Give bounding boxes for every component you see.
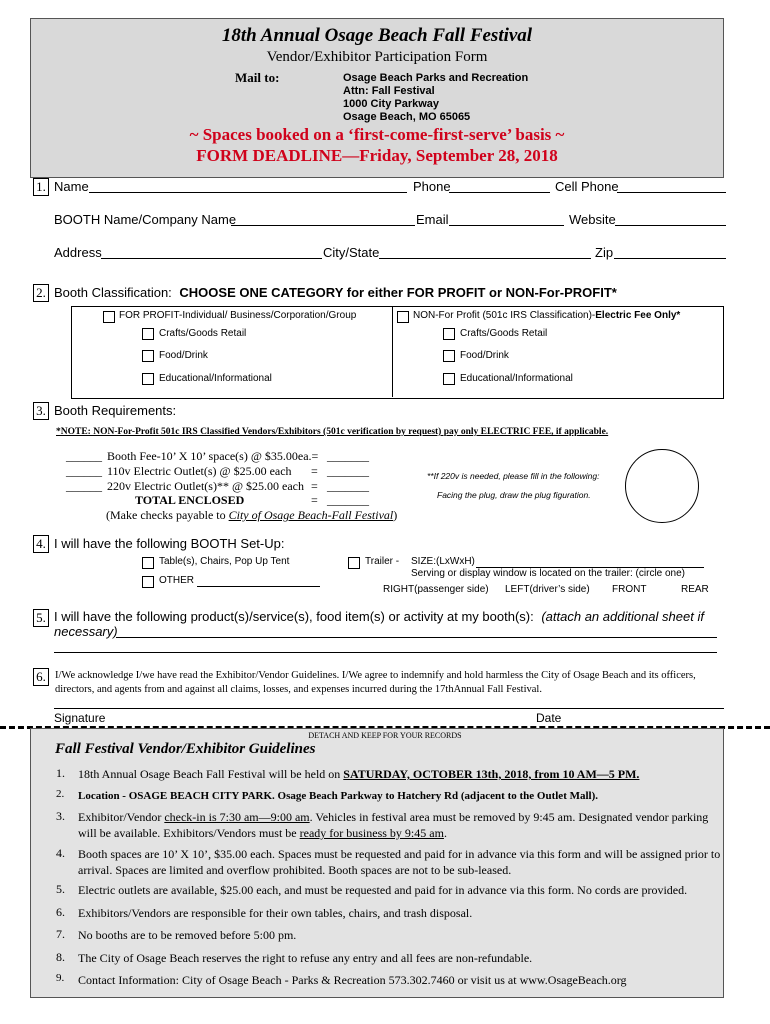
guideline-number: 4. xyxy=(56,846,65,860)
fp-educational-checkbox[interactable] xyxy=(142,373,154,385)
mail-address-line: Osage Beach Parks and Recreation xyxy=(343,72,529,84)
tables-checkbox[interactable] xyxy=(142,557,154,569)
mail-address-line: Attn: Fall Festival xyxy=(343,85,435,97)
signature-line[interactable] xyxy=(54,708,724,709)
booth-requirements-label: Booth Requirements: xyxy=(54,403,177,418)
electric-110-result[interactable]: _______ xyxy=(327,464,369,478)
address-field[interactable] xyxy=(101,258,322,259)
phone-field[interactable] xyxy=(449,192,550,193)
trailer-checkbox[interactable] xyxy=(348,557,360,569)
guideline-3-pre: Exhibitor/Vendor xyxy=(78,810,165,824)
guideline-3-mid: . Vehicles in festival area must be removed by 9:45 am. Designated vendor parking will be available. Exhibitors/Vendors must be xyxy=(78,810,709,840)
guideline-7: No booths are to be removed before 5:00 pm. xyxy=(78,928,297,942)
trailer-size-label: SIZE:(LxWxH) xyxy=(411,556,475,567)
serving-window-note: Serving or display window is located on the trailer: (circle one) xyxy=(411,568,686,579)
non-profit-text: NON-For Profit (501c IRS Classification)- xyxy=(413,310,596,321)
np-food-checkbox[interactable] xyxy=(443,350,455,362)
section-6-number: 6. xyxy=(33,668,49,686)
checkin-time: check-in is 7:30 am—9:00 am xyxy=(164,810,310,824)
guideline-4: Booth spaces are 10’ X 10’, $35.00 each. Spaces must be requested and paid for in advance via this form and will be assigned prior to arrival. Spaces are limited and overflow prohibited. Booth spaces are not to be sub-leased. xyxy=(78,847,721,877)
products-field-line-2[interactable] xyxy=(54,652,717,653)
tables-label: Table(s), Chairs, Pop Up Tent xyxy=(159,556,290,567)
guideline-2: Location - OSAGE BEACH CITY PARK. Osage Beach Parkway to Hatchery Rd (adjacent to the Outlet Mall). xyxy=(78,790,599,802)
other-label: OTHER xyxy=(159,575,194,586)
note-220v: **If 220v is needed, please fill in the following: xyxy=(427,471,600,481)
form-deadline: FORM DEADLINE—Friday, September 28, 2018 xyxy=(196,146,558,165)
section-4-number: 4. xyxy=(33,535,49,553)
festival-date: SATURDAY, OCTOBER 13th, 2018, from 10 AM—5 PM. xyxy=(343,767,640,781)
other-field[interactable] xyxy=(197,586,320,587)
guidelines-title: Fall Festival Vendor/Exhibitor Guidelines xyxy=(55,741,316,757)
guideline-number: 5. xyxy=(56,882,65,896)
attach-note: (attach an additional sheet if necessary) xyxy=(54,609,704,639)
classification-title: Booth Classification: xyxy=(54,285,172,300)
fp-food-checkbox[interactable] xyxy=(142,350,154,362)
nonprofit-note: *NOTE: NON-For-Profit 501c IRS Classified Vendors/Exhibitors (501c verification by request) pay only ELECTRIC FEE, if applicable. xyxy=(56,427,609,437)
payable-suffix: ) xyxy=(393,508,398,522)
fp-crafts-checkbox[interactable] xyxy=(142,328,154,340)
guideline-1-pre: 18th Annual Osage Beach Fall Festival will be held on xyxy=(78,767,344,781)
guideline-number: 3. xyxy=(56,809,65,823)
email-field[interactable] xyxy=(449,225,564,226)
position-front[interactable]: FRONT xyxy=(612,584,647,595)
for-profit-label: FOR PROFIT-Individual/ Business/Corporation/Group xyxy=(119,310,357,321)
trailer-label: Trailer - xyxy=(365,556,400,567)
guideline-number: 9. xyxy=(56,972,65,984)
electric-220-result[interactable]: _______ xyxy=(327,479,369,493)
guideline-9: Contact Information: City of Osage Beach - Parks & Recreation 573.302.7460 or visit us at www.OsageBeach.org xyxy=(78,973,627,987)
guideline-1 xyxy=(78,766,723,782)
spaces-notice: ~ Spaces booked on a ‘first-come-first-serve’ basis ~ xyxy=(189,125,565,144)
products-text: I will have the following product(s)/service(s), food item(s) or activity at my booth(s): xyxy=(54,609,534,624)
signature-label: Signature xyxy=(54,711,106,725)
cell-phone-field[interactable] xyxy=(617,192,726,193)
zip-field[interactable] xyxy=(614,258,726,259)
website-field[interactable] xyxy=(615,225,726,226)
electric-220-text: 220v Electric Outlet(s)** @ $25.00 each xyxy=(107,479,304,493)
classification-instruction: CHOOSE ONE CATEGORY for either FOR PROFIT or NON-For-PROFIT* xyxy=(179,285,617,300)
position-left[interactable]: LEFT(driver’s side) xyxy=(505,584,590,595)
plug-drawing-circle[interactable] xyxy=(625,449,699,523)
booth-name-field[interactable] xyxy=(231,225,415,226)
guideline-number: 2. xyxy=(56,788,65,800)
city-state-label: City/State xyxy=(323,245,380,260)
electric-fee-only: Electric Fee Only* xyxy=(595,310,681,321)
np-crafts-checkbox[interactable] xyxy=(443,328,455,340)
booth-fee-text: Booth Fee-10’ X 10’ space(s) @ $35.00ea.= xyxy=(107,449,319,463)
total-enclosed-label: TOTAL ENCLOSED xyxy=(135,493,245,507)
booth-fee-result[interactable]: _______ xyxy=(327,449,369,463)
guideline-3 xyxy=(78,809,723,841)
guideline-number: 1. xyxy=(56,766,65,780)
payable-to: City of Osage Beach-Fall Festival xyxy=(228,508,394,522)
products-field-line-1[interactable] xyxy=(116,637,717,638)
section-1-number: 1. xyxy=(33,178,49,196)
mail-address-line: Osage Beach, MO 65065 xyxy=(343,111,471,123)
name-label: Name xyxy=(54,179,89,194)
ready-time: ready for business by 9:45 am xyxy=(299,826,444,840)
guideline-8: The City of Osage Beach reserves the right to refuse any entry and all fees are non-refundable. xyxy=(78,951,533,965)
position-rear[interactable]: REAR xyxy=(681,584,709,595)
zip-label: Zip xyxy=(595,245,614,260)
classification-divider xyxy=(392,306,393,397)
np-crafts-label: Crafts/Goods Retail xyxy=(460,328,548,339)
name-field[interactable] xyxy=(89,192,407,193)
cell-phone-label: Cell Phone xyxy=(555,179,619,194)
city-state-field[interactable] xyxy=(379,258,591,259)
guideline-6: Exhibitors/Vendors are responsible for their own tables, chairs, and trash disposal. xyxy=(78,906,473,920)
products-label xyxy=(54,609,724,639)
np-educational-checkbox[interactable] xyxy=(443,373,455,385)
mail-address-line: 1000 City Parkway xyxy=(343,98,440,110)
guideline-number: 6. xyxy=(56,905,65,919)
total-enclosed-field[interactable]: _______ xyxy=(327,493,369,507)
fp-food-label: Food/Drink xyxy=(159,350,208,361)
non-profit-label xyxy=(413,310,680,321)
electric-110-blank[interactable]: ______ xyxy=(66,464,102,478)
electric-220-eq: = xyxy=(311,479,318,493)
np-food-label: Food/Drink xyxy=(460,350,509,361)
detach-note: DETACH AND KEEP FOR YOUR RECORDS xyxy=(308,731,462,740)
fp-educational-label: Educational/Informational xyxy=(159,373,272,384)
electric-110-text: 110v Electric Outlet(s) @ $25.00 each xyxy=(107,464,292,478)
electric-110-eq: = xyxy=(311,464,318,478)
booth-classification-label xyxy=(54,285,617,300)
email-label: Email xyxy=(416,212,449,227)
phone-label: Phone xyxy=(413,179,451,194)
website-label: Website xyxy=(569,212,616,227)
booth-setup-label: I will have the following BOOTH Set-Up: xyxy=(54,536,285,551)
guideline-number: 7. xyxy=(56,927,65,941)
section-3-number: 3. xyxy=(33,402,49,420)
for-profit-checkbox[interactable] xyxy=(103,311,115,323)
payable-prefix: (Make checks payable to xyxy=(106,508,229,522)
position-right[interactable]: RIGHT(passenger side) xyxy=(383,584,489,595)
np-educational-label: Educational/Informational xyxy=(460,373,573,384)
section-5-number: 5. xyxy=(33,609,49,627)
form-subtitle: Vendor/Exhibitor Participation Form xyxy=(266,49,488,65)
fp-crafts-label: Crafts/Goods Retail xyxy=(159,328,247,339)
other-checkbox[interactable] xyxy=(142,576,154,588)
booth-name-label: BOOTH Name/Company Name xyxy=(54,212,237,227)
section-2-number: 2. xyxy=(33,284,49,302)
payable-note xyxy=(106,508,397,523)
form-header xyxy=(30,18,724,178)
mail-to-label: Mail to: xyxy=(235,70,280,85)
non-profit-checkbox[interactable] xyxy=(397,311,409,323)
form-title: 18th Annual Osage Beach Fall Festival xyxy=(221,25,533,46)
electric-220-blank[interactable]: ______ xyxy=(66,479,102,493)
plug-note: Facing the plug, draw the plug figuration. xyxy=(437,490,591,500)
booth-fee-blank[interactable]: ______ xyxy=(66,449,102,463)
date-label: Date xyxy=(536,711,562,725)
total-eq: = xyxy=(311,493,318,507)
guideline-5: Electric outlets are available, $25.00 each, and must be requested and paid for in advance via this form. No cords are provided. xyxy=(78,883,688,897)
guideline-number: 8. xyxy=(56,950,65,964)
guideline-3-post: . xyxy=(443,826,447,840)
acknowledgement-text: I/We acknowledge I/we have read the Exhibitor/Vendor Guidelines. I/We agree to indemnify and hold harmless the City of Osage Beach and its officers, directors, and agents from and against all claims, losses, and expenses incurred during the 17thAnnual Fall Festival. xyxy=(55,670,696,695)
address-label: Address xyxy=(54,245,102,260)
